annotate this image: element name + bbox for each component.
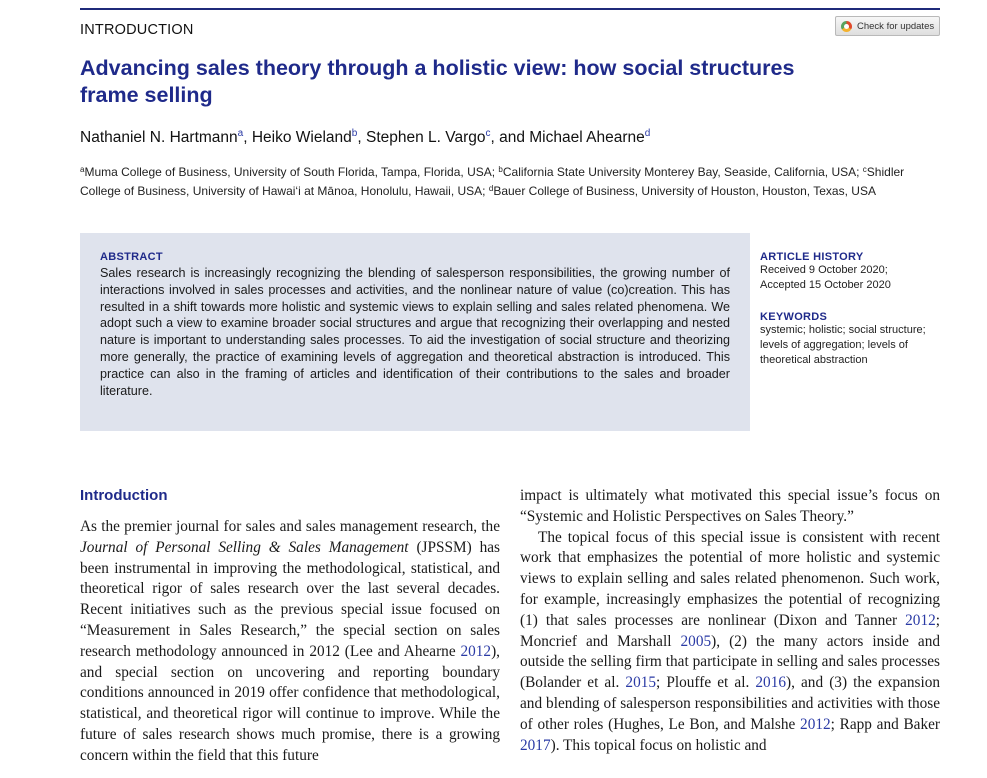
crossmark-icon: [841, 21, 852, 32]
citation-link[interactable]: 2016: [755, 674, 786, 692]
author-separator: ,: [243, 129, 252, 146]
paragraph: impact is ultimately what motivated this special issue’s focus on “Systemic and Holistic Perspectives on Sales Theory.”: [520, 487, 940, 525]
keywords: [760, 311, 940, 368]
author-name[interactable]: Stephen L. Vargo: [365, 129, 486, 146]
affil-marker: a: [80, 165, 85, 174]
received-date: Received 9 October 2020;: [760, 264, 888, 276]
author-name[interactable]: Heiko Wieland: [251, 129, 352, 146]
author-list: [80, 128, 650, 147]
section-label: INTRODUCTION: [80, 22, 194, 38]
author-name[interactable]: Michael Ahearne: [529, 129, 645, 146]
article-history-heading: ARTICLE HISTORY: [760, 251, 864, 263]
citation-link[interactable]: 2015: [625, 674, 657, 692]
affiliations: [80, 162, 940, 199]
author-affil-marker[interactable]: b: [351, 128, 358, 139]
author-name[interactable]: Nathaniel N. Hartmann: [80, 129, 238, 146]
affiliation-text: California State University Monterey Bay, Seaside, California, USA;: [502, 165, 863, 179]
abstract-text: Sales research is increasingly recognizing the blending of salesperson responsibilities, the growing number of interactions involved in sales processes and activities, and the nonlinear nature of value (co)creation. This has resulted in a shift towards more holistic and systemic views to explain selling and sales related phenomena. We adopt such a view to examine broader social structures and argue that recognizing their overlapping and nested nature is important to understanding sales processes. To aid the investigation of social structure and theorizing more generally, the practice of examining levels of aggregation and theoretical abstraction is introduced. This practice can also in the framing of articles and identification of their contributions to the sales and broader literature.: [100, 266, 730, 398]
body-column-left: [80, 517, 500, 767]
affiliation-text: Muma College of Business, University of South Florida, Tampa, Florida, USA;: [84, 165, 499, 179]
check-for-updates-button[interactable]: [835, 16, 940, 36]
article-history: [760, 251, 940, 293]
author-affil-marker[interactable]: c: [485, 128, 491, 139]
affil-marker: b: [498, 165, 503, 174]
paragraph: As the premier journal for sales and sales management research, the Journal of Personal Selling & Sales Management (JPSSM) has been instrumental in improving the methodological, statistical, and theoretical rigor of sales research over the last several decades. Recent initiatives such as the previous special issue focused on “Measurement in Sales Research,” the special section on sales research methodology announced in 2012 (Lee and Ahearne 2012), and special section on uncovering and reporting boundary conditions announced in 2019 offer confidence that methodological, statistical, and theoretical rigor will continue to improve. While the future of sales research shows much promise, there is a growing concern within the field that this future: [80, 518, 500, 764]
check-for-updates-label: Check for updates: [857, 20, 935, 32]
author-separator: ,: [357, 129, 366, 146]
header-rule: [80, 8, 940, 10]
affil-marker: d: [488, 183, 494, 193]
abstract-heading: ABSTRACT: [100, 251, 163, 263]
affil-marker: c: [862, 165, 867, 174]
article-title: Advancing sales theory through a holistic view: how social structures frame selling: [80, 56, 795, 107]
accepted-date: Accepted 15 October 2020: [760, 279, 891, 291]
keywords-heading: KEYWORDS: [760, 311, 828, 323]
keywords-text: systemic; holistic; social structure; levels of aggregation; levels of theoretical abstraction: [760, 324, 926, 366]
body-column-right: [520, 486, 940, 756]
affiliation-text: Bauer College of Business, University of Houston, Houston, Texas, USA: [493, 183, 876, 198]
citation-link[interactable]: 2017: [520, 736, 551, 754]
introduction-heading: Introduction: [80, 487, 168, 504]
citation-link[interactable]: 2005: [680, 632, 712, 650]
journal-name: Journal of Personal Selling & Sales Management: [80, 538, 409, 556]
author-separator: , and: [490, 129, 530, 146]
citation-link[interactable]: 2012: [905, 611, 936, 629]
citation-link[interactable]: 2012: [800, 715, 831, 733]
paragraph: The topical focus of this special issue is consistent with recent work that emphasizes the potential of more holistic and systemic views to explain selling and sales related phenomenon. Such work, for example, increasingly emphasizes the potential of recognizing (1) that sales processes are nonlinear (Dixon and Tanner 2012; Moncrief and Marshall 2005), (2) the many actors inside and outside the selling firm that participate in selling and sales processes (Bolander et al. 2015; Plouffe et al. 2016), and (3) the expansion and blending of salesperson responsibilities and activities with those of other roles (Hughes, Le Bon, and Malshe 2012; Rapp and Baker 2017). This topical focus on holistic and: [520, 528, 941, 754]
author-affil-marker[interactable]: d: [644, 128, 651, 139]
citation-link[interactable]: 2012: [460, 642, 492, 660]
author-affil-marker[interactable]: a: [237, 128, 244, 139]
affiliation-text: Shidler College of Business, University of Hawai‘i at Mānoa, Honolulu, Hawaii, USA;: [80, 165, 905, 198]
